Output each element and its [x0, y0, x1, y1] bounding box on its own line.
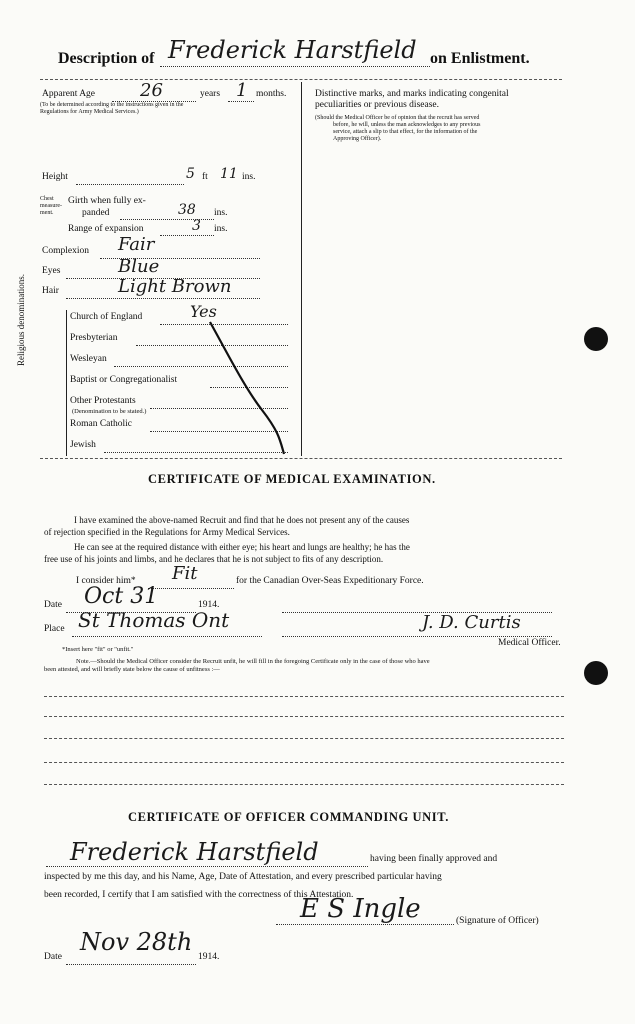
- medical-para-1-line-2: of rejection specified in the Regulations for Army Medical Services.: [44, 527, 290, 537]
- religion-strike-mark: [200, 318, 290, 458]
- age-months-line: [228, 101, 254, 102]
- range-value: 3: [192, 218, 201, 234]
- range-unit: ins.: [214, 224, 228, 234]
- girth-value: 38: [178, 202, 196, 218]
- height-label: Height: [42, 172, 68, 182]
- commanding-name-line: [46, 866, 368, 867]
- medical-officer-label: Medical Officer.: [498, 638, 561, 648]
- unfit-note-2: been attested, and will briefly state below the cause of unfitness :—: [44, 666, 220, 673]
- girth-unit: ins.: [214, 208, 228, 218]
- fitness-value: Fit: [172, 563, 198, 584]
- religion-church-of-england: Church of England: [70, 312, 143, 322]
- place-value: St Thomas Ont: [78, 608, 230, 632]
- unfitness-line-5: [44, 784, 564, 785]
- religion-other-protestants: Other Protestants: [70, 396, 136, 406]
- unfitness-line-1: [44, 696, 564, 697]
- punch-hole-top: [584, 327, 608, 351]
- commanding-line-1-suffix: having been finally approved and: [370, 854, 498, 864]
- medical-para-1-line-1: I have examined the above-named Recruit and find that he does not present any of the causes: [74, 515, 410, 525]
- medical-officer-note-2: before, he will, unless the man acknowledges to any previous: [333, 122, 481, 128]
- column-divider: [301, 82, 302, 456]
- religion-roman-catholic: Roman Catholic: [70, 419, 133, 429]
- eyes-value: Blue: [118, 256, 160, 277]
- distinctive-marks-heading-1: Distinctive marks, and marks indicating congenital: [315, 89, 509, 99]
- height-ft-value: 5: [186, 166, 195, 182]
- medical-heading: CERTIFICATE OF MEDICAL EXAMINATION.: [148, 472, 436, 486]
- unfitness-line-2: [44, 716, 564, 717]
- complexion-value: Fair: [118, 234, 155, 255]
- unfitness-line-4: [44, 762, 564, 763]
- hair-label: Hair: [42, 286, 59, 296]
- title-line: [160, 66, 430, 67]
- insert-note: *Insert here "fit" or "unfit.": [62, 646, 134, 653]
- commanding-line-2: inspected by me this day, and his Name, Age, Date of Attestation, and every prescribed particular having: [44, 872, 442, 882]
- religion-wesleyan: Wesleyan: [70, 354, 107, 364]
- age-months-value: 1: [236, 80, 248, 101]
- girth-label-1: Girth when fully ex-: [68, 196, 146, 206]
- place-line: [72, 636, 262, 637]
- chest-label: Chest measure-ment.: [40, 196, 62, 216]
- commanding-heading: CERTIFICATE OF OFFICER COMMANDING UNIT.: [128, 810, 449, 824]
- unfitness-line-3: [44, 738, 564, 739]
- consider-prefix: I consider him*: [76, 576, 136, 586]
- height-in-value: 11: [220, 166, 238, 182]
- punch-hole-bottom: [584, 661, 608, 685]
- medical-officer-note-1: (Should the Medical Officer be of opinion that the recruit has served: [315, 115, 480, 121]
- age-years-value: 26: [140, 80, 163, 101]
- consider-line: [148, 588, 234, 589]
- commanding-date-line: [66, 964, 196, 965]
- officer-signature-line: [276, 924, 454, 925]
- medical-officer-signature: J. D. Curtis: [422, 612, 521, 633]
- medical-officer-note-3: service, attach a slip to that effect, for the information of the: [333, 129, 478, 135]
- hair-line: [66, 298, 260, 299]
- height-line: [76, 184, 184, 185]
- section-divider: [40, 458, 562, 459]
- commanding-officer-signature: E S Ingle: [300, 894, 421, 924]
- commanding-recruit-name: Frederick Harstfield: [70, 838, 319, 866]
- signature-of-officer-label: (Signature of Officer): [456, 916, 539, 926]
- title-suffix: on Enlistment.: [430, 50, 530, 67]
- religion-jewish: Jewish: [70, 440, 96, 450]
- medical-date-label: Date: [44, 600, 62, 610]
- religion-bracket: [66, 310, 67, 456]
- medical-date-value: Oct 31: [84, 584, 159, 609]
- medical-para-2: [44, 541, 564, 565]
- commanding-date-value: Nov 28th: [80, 928, 193, 956]
- top-divider: [40, 79, 562, 80]
- eyes-label: Eyes: [42, 266, 61, 276]
- consider-suffix: for the Canadian Over-Seas Expeditionary Force.: [236, 576, 424, 586]
- denomination-note: (Denomination to be stated.): [72, 408, 147, 415]
- religion-presbyterian: Presbyterian: [70, 333, 118, 343]
- unfit-note-1: Note.—Should the Medical Officer consider the Recruit unfit, he will fill in the foregoing Certificate only in the case of those who have: [76, 658, 430, 665]
- medical-year: 1914.: [198, 600, 220, 610]
- months-label: months.: [256, 89, 287, 99]
- signature-line: [282, 636, 552, 637]
- ft-label: ft: [202, 172, 208, 182]
- church-of-england-value: Yes: [190, 302, 217, 321]
- years-label: years: [200, 89, 221, 99]
- religion-label: Religious denominations.: [16, 274, 26, 366]
- ins-label: ins.: [242, 172, 256, 182]
- recruit-name: Frederick Harstfield: [168, 36, 417, 64]
- medical-para-2-line-2: free use of his joints and limbs, and he declares that he is not subject to fits of any description.: [44, 554, 384, 564]
- title-prefix: Description of: [58, 50, 155, 67]
- age-note: (To be determined according to the instructions given in the Regulations for Army Medical Services.): [40, 102, 184, 115]
- range-label: Range of expansion: [68, 224, 144, 234]
- commanding-year: 1914.: [198, 952, 220, 962]
- distinctive-marks-heading-2: peculiarities or previous disease.: [315, 100, 439, 110]
- medical-para-1: [44, 514, 564, 538]
- complexion-label: Complexion: [42, 246, 89, 256]
- commanding-line-3: been recorded, I certify that I am satisfied with the correctness of this Attestation.: [44, 890, 354, 900]
- range-line: [160, 235, 214, 236]
- place-label: Place: [44, 624, 65, 634]
- medical-para-2-line-1: He can see at the required distance with either eye; his heart and lungs are healthy; he has the: [74, 542, 410, 552]
- hair-value: Light Brown: [118, 276, 232, 297]
- medical-officer-note-4: Approving Officer).: [333, 136, 382, 142]
- girth-label-2: panded: [82, 208, 110, 218]
- religion-baptist: Baptist or Congregationalist: [70, 375, 178, 385]
- apparent-age-label: Apparent Age: [42, 89, 96, 99]
- commanding-date-label: Date: [44, 952, 62, 962]
